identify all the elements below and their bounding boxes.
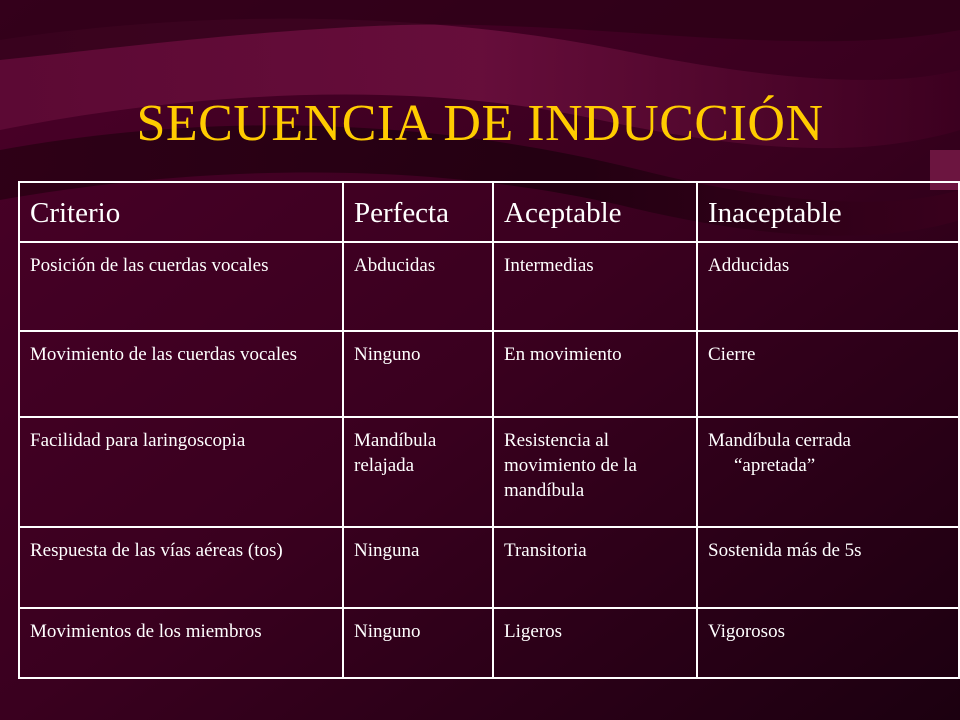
- cell-inaceptable-line2: “apretada”: [734, 455, 816, 476]
- cell-perfecta: Ninguno: [343, 608, 493, 678]
- cell-inaceptable: Sostenida más de 5s: [697, 527, 959, 608]
- cell-perfecta: Abducidas: [343, 242, 493, 331]
- table-row: [19, 608, 959, 678]
- cell-inaceptable-line1: Mandíbula cerrada: [708, 430, 851, 451]
- table-row: [19, 331, 959, 417]
- cell-criterio: Movimientos de los miembros: [19, 608, 343, 678]
- cell-aceptable: Transitoria: [493, 527, 697, 608]
- cell-aceptable: Ligeros: [493, 608, 697, 678]
- cell-inaceptable: [697, 417, 959, 527]
- table-row: [19, 527, 959, 608]
- cell-aceptable: Intermedias: [493, 242, 697, 331]
- cell-criterio: Posición de las cuerdas vocales: [19, 242, 343, 331]
- cell-perfecta: Ninguna: [343, 527, 493, 608]
- cell-perfecta: Ninguno: [343, 331, 493, 417]
- cell-criterio: Facilidad para laringoscopia: [19, 417, 343, 527]
- cell-inaceptable: Cierre: [697, 331, 959, 417]
- cell-aceptable: En movimiento: [493, 331, 697, 417]
- cell-criterio: Movimiento de las cuerdas vocales: [19, 331, 343, 417]
- cell-inaceptable: Adducidas: [697, 242, 959, 331]
- header-inaceptable: Inaceptable: [697, 182, 959, 242]
- header-criterio: Criterio: [19, 182, 343, 242]
- cell-criterio: Respuesta de las vías aéreas (tos): [19, 527, 343, 608]
- slide-title: SECUENCIA DE INDUCCIÓN: [136, 95, 824, 152]
- header-aceptable: Aceptable: [493, 182, 697, 242]
- cell-inaceptable: Vigorosos: [697, 608, 959, 678]
- table-header-row: [19, 182, 959, 242]
- induction-sequence-table: [18, 181, 960, 679]
- cell-aceptable: Resistencia al movimiento de la mandíbula: [493, 417, 697, 527]
- header-perfecta: Perfecta: [343, 182, 493, 242]
- table-row: [19, 417, 959, 527]
- table-row: [19, 242, 959, 331]
- cell-perfecta: Mandíbula relajada: [343, 417, 493, 527]
